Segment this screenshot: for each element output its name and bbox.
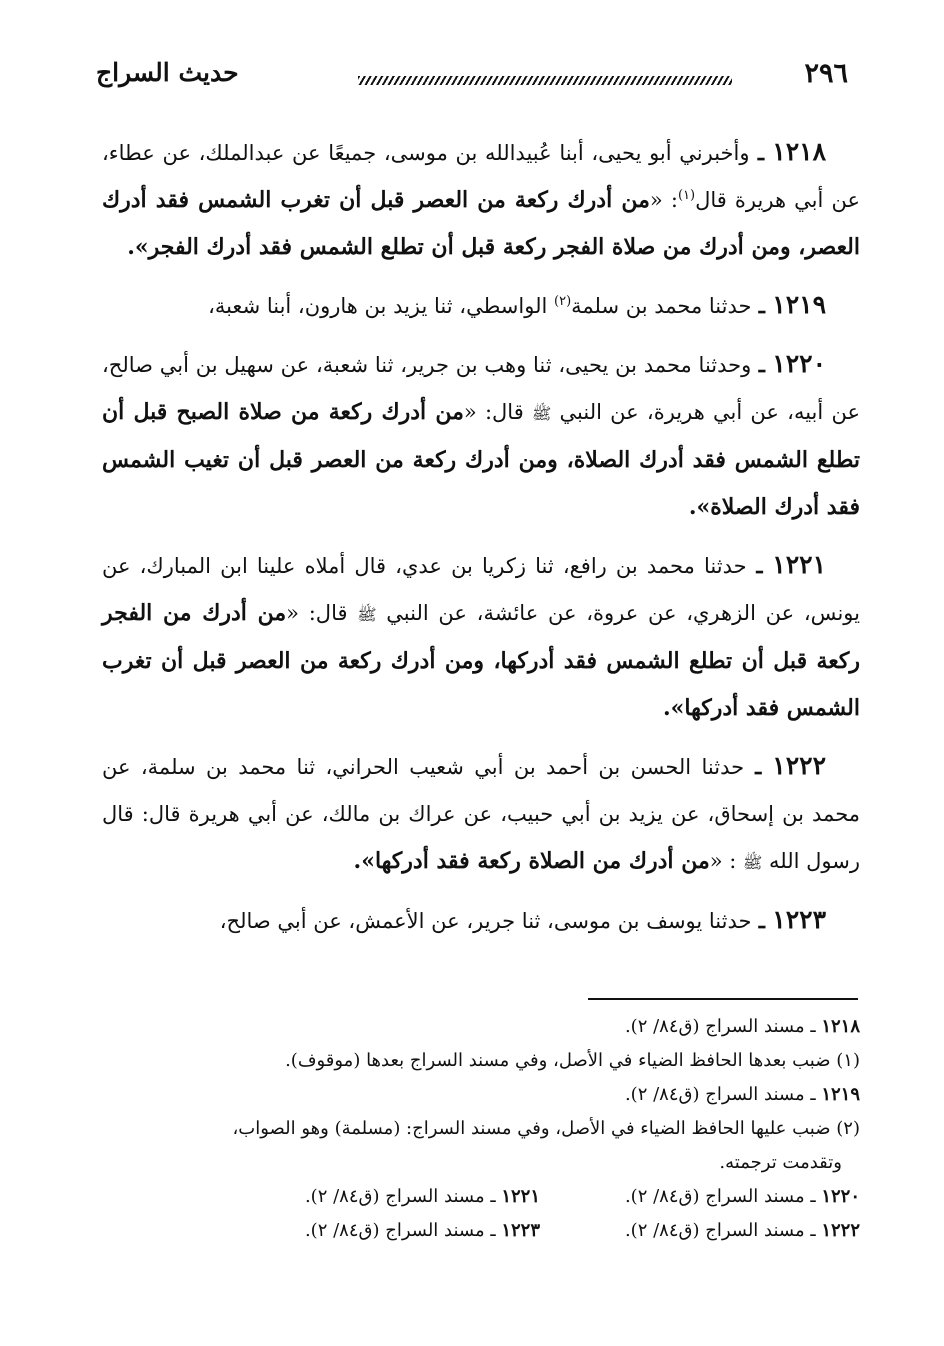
- footnote-number: (٢): [836, 1118, 860, 1139]
- footnote-1222: [540, 1214, 860, 1248]
- hadith-number: ١٢١٩: [772, 290, 826, 319]
- footnote-1219: [96, 1078, 860, 1112]
- hadith-1222: [102, 742, 860, 886]
- hadith-matn: من أدرك ركعة من العصر قبل أن تغرب الشمس فقد أدرك العصر، ومن أدرك من صلاة الفجر ركعة قبل أن تطلع الشمس فقد أدرك الفجر: [102, 187, 860, 260]
- hadith-1220: [102, 340, 860, 531]
- footnote-text: مسند السراج (ق٨٤/ ٢).: [624, 1220, 805, 1241]
- footnote-number: (١): [836, 1050, 860, 1071]
- dash: ـ: [804, 1220, 822, 1241]
- footnote-text: مسند السراج (ق٨٤/ ٢).: [304, 1220, 485, 1241]
- footnote-number: ١٢٢٣: [501, 1220, 540, 1241]
- dash: ـ: [751, 908, 773, 933]
- footnotes: [96, 1010, 860, 1248]
- hadith-chain-cont: قال: «: [463, 400, 532, 424]
- footnote-text: ضبب عليها الحافظ الضياء في الأصل، وفي مسند السراج: (مسلمة) وهو الصواب،: [232, 1118, 831, 1139]
- header-rule: [358, 76, 732, 85]
- hadith-chain: حدثنا يوسف بن موسى، ثنا جرير، عن الأعمش، عن أبي صالح،: [219, 909, 752, 933]
- hadith-chain: حدثنا محمد بن سلمة: [571, 294, 752, 318]
- footnote-2-continued: [96, 1146, 860, 1180]
- dash: ـ: [744, 754, 773, 779]
- footnote-separator: [588, 998, 858, 1000]
- salawat-glyph: ﷺ: [743, 853, 763, 872]
- footnote-2: [96, 1112, 860, 1146]
- footnote-1223: [220, 1214, 540, 1248]
- footnote-1221: [220, 1180, 540, 1214]
- dash: ـ: [751, 293, 773, 318]
- salawat-glyph: ﷺ: [531, 404, 552, 423]
- footnote-1218: [96, 1010, 860, 1044]
- hadith-number: ١٢٢١: [772, 550, 826, 579]
- page-header: [96, 58, 848, 98]
- page-number: ٢٩٦: [804, 58, 848, 89]
- dash: ـ: [746, 553, 773, 578]
- running-title: حديث السراج: [96, 58, 239, 87]
- footnote-text: مسند السراج (ق٨٤/ ٢).: [624, 1016, 805, 1037]
- footnote-1: [96, 1044, 860, 1078]
- footnote-number: ١٢١٨: [821, 1016, 860, 1037]
- footnote-text: مسند السراج (ق٨٤/ ٢).: [304, 1186, 485, 1207]
- hadith-end: ».: [688, 494, 711, 520]
- footnote-number: ١٢٢٠: [821, 1186, 860, 1207]
- footnote-number: ١٢٢١: [501, 1186, 540, 1207]
- hadith-matn: من أدرك من الصلاة ركعة فقد أدركها: [374, 848, 710, 874]
- hadith-end: ».: [663, 695, 685, 721]
- dash: ـ: [804, 1084, 822, 1105]
- hadith-chain-cont: : «: [649, 188, 678, 212]
- hadith-number: ١٢٢٢: [772, 751, 826, 780]
- dash: ـ: [484, 1186, 502, 1207]
- hadith-chain-cont: قال: «: [286, 601, 358, 625]
- hadith-number: ١٢١٨: [772, 137, 826, 166]
- hadith-chain-cont: الواسطي، ثنا يزيد بن هارون، أبنا شعبة،: [208, 294, 554, 318]
- hadith-1218: [102, 128, 860, 271]
- dash: ـ: [804, 1186, 822, 1207]
- hadith-chain-cont: : «: [709, 849, 744, 873]
- footnote-marker: (٢): [554, 294, 572, 309]
- footnote-text: ضبب بعدها الحافظ الضياء في الأصل، وفي مسند السراج بعدها (موقوف).: [285, 1050, 831, 1071]
- hadith-number: ١٢٢٣: [772, 905, 826, 934]
- dash: ـ: [484, 1220, 502, 1241]
- hadith-chain: وأخبرني أبو يحيى، أبنا عُبيدالله بن موسى، جميعًا عن عبدالملك، عن عطاء، عن أبي هريرة قال: [102, 141, 861, 212]
- footnote-text: مسند السراج (ق٨٤/ ٢).: [624, 1186, 805, 1207]
- body-text: [102, 128, 860, 955]
- hadith-end: ».: [353, 848, 375, 874]
- footnote-number: ١٢٢٢: [821, 1220, 860, 1241]
- hadith-number: ١٢٢٠: [772, 349, 826, 378]
- footnote-marker: (١): [677, 188, 696, 203]
- hadith-chain: وحدثنا محمد بن يحيى، ثنا وهب بن جرير، ثنا شعبة، عن سهيل بن أبي صالح، عن أبيه، عن أبي هريرة، عن النبي: [102, 353, 860, 424]
- dash: ـ: [804, 1016, 822, 1037]
- hadith-matn: من أدرك من الفجر ركعة قبل أن تطلع الشمس فقد أدركها، ومن أدرك ركعة من العصر قبل أن تغرب الشمس فقد أدركها: [102, 600, 860, 721]
- hadith-chain: حدثنا محمد بن رافع، ثنا زكريا بن عدي، قال أملاه علينا ابن المبارك، عن يونس، عن الزهري، عن عروة، عن عائشة، عن النبي: [102, 554, 860, 625]
- hadith-1221: [102, 541, 860, 732]
- footnote-1220: [540, 1180, 860, 1214]
- hadith-chain: حدثنا الحسن بن أحمد بن أبي شعيب الحراني، ثنا محمد بن سلمة، عن محمد بن إسحاق، عن يزيد بن أبي حبيب، عن عراك بن مالك، عن أبي هريرة قال: قال رسول الله: [102, 755, 860, 873]
- salawat-glyph: ﷺ: [357, 605, 377, 624]
- footnote-row: [96, 1180, 860, 1214]
- footnote-row: [96, 1214, 860, 1248]
- dash: ـ: [751, 352, 773, 377]
- footnote-number: ١٢١٩: [821, 1084, 860, 1105]
- hadith-1223: [102, 896, 860, 945]
- footnote-text: مسند السراج (ق٨٤/ ٢).: [624, 1084, 805, 1105]
- footnote-text: وتقدمت ترجمته.: [719, 1152, 842, 1173]
- hadith-matn: من أدرك ركعة من صلاة الصبح قبل أن تطلع الشمس فقد أدرك الصلاة، ومن أدرك ركعة من العصر قبل أن تغيب الشمس فقد أدرك الصلاة: [102, 399, 860, 520]
- hadith-1219: [102, 281, 860, 330]
- hadith-end: ».: [127, 234, 149, 260]
- dash: ـ: [749, 140, 773, 165]
